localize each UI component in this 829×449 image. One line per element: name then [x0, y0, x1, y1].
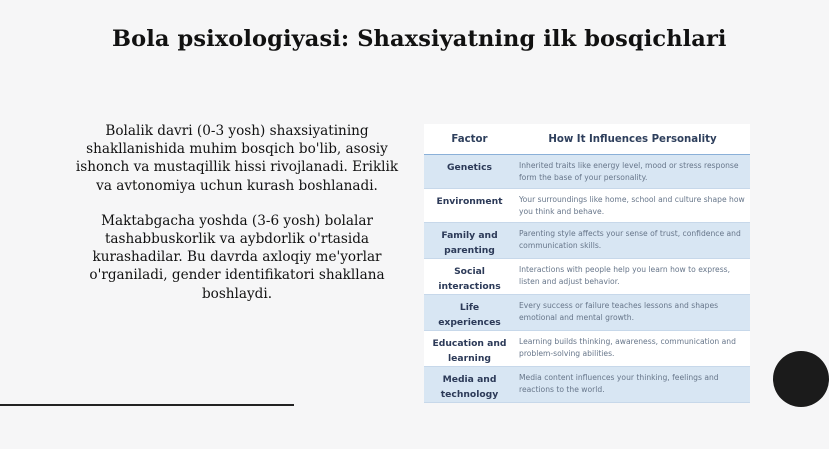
factor-cell: Life experiences	[424, 295, 515, 331]
table-header-row	[424, 124, 750, 155]
factors-table	[424, 124, 750, 403]
factor-cell: Social interactions	[424, 259, 515, 295]
factor-cell: Environment	[424, 189, 515, 223]
table-row	[424, 155, 750, 189]
influence-cell: Interactions with people help you learn how to express, listen and adjust behavior.	[515, 259, 750, 295]
influence-cell: Parenting style affects your sense of trust, confidence and communication skills.	[515, 223, 750, 259]
influence-cell: Inherited traits like energy level, mood or stress response form the base of your personality.	[515, 155, 750, 189]
influence-cell: Every success or failure teaches lessons and shapes emotional and mental growth.	[515, 295, 750, 331]
header-influence: How It Influences Personality	[515, 124, 750, 155]
table-row	[424, 331, 750, 367]
factor-cell: Family and parenting	[424, 223, 515, 259]
paragraph-infancy: Bolalik davri (0-3 yosh) shaxsiyatining shakllanishida muhim bosqich bo'lib, asosiy ishonch va mustaqillik hissi rivojlanadi. Eriklik va avtonomiya uchun kurash boshlanadi.	[75, 123, 399, 194]
personality-factors-table	[424, 124, 750, 400]
table-row	[424, 367, 750, 403]
factor-cell: Education and learning	[424, 331, 515, 367]
influence-cell: Media content influences your thinking, feelings and reactions to the world.	[515, 367, 750, 403]
table-row	[424, 295, 750, 331]
decorative-circle	[773, 351, 829, 407]
slide-title: Bola psixologiyasi: Shaxsiyatning ilk bosqichlari	[112, 26, 727, 52]
header-factor: Factor	[424, 124, 515, 155]
table-row	[424, 223, 750, 259]
decorative-rule	[0, 404, 294, 406]
table-row	[424, 189, 750, 223]
table-row	[424, 259, 750, 295]
influence-cell: Learning builds thinking, awareness, communication and problem-solving abilities.	[515, 331, 750, 367]
body-text	[74, 122, 400, 303]
paragraph-preschool: Maktabgacha yoshda (3-6 yosh) bolalar tashabbuskorlik va aybdorlik o'rtasida kurashadilar. Bu davrda axloqiy me'yorlar o'rganiladi, gender identifikatori shakllana boshlaydi.	[89, 212, 385, 302]
factor-cell: Media and technology	[424, 367, 515, 403]
influence-cell: Your surroundings like home, school and culture shape how you think and behave.	[515, 189, 750, 223]
factor-cell: Genetics	[424, 155, 515, 189]
